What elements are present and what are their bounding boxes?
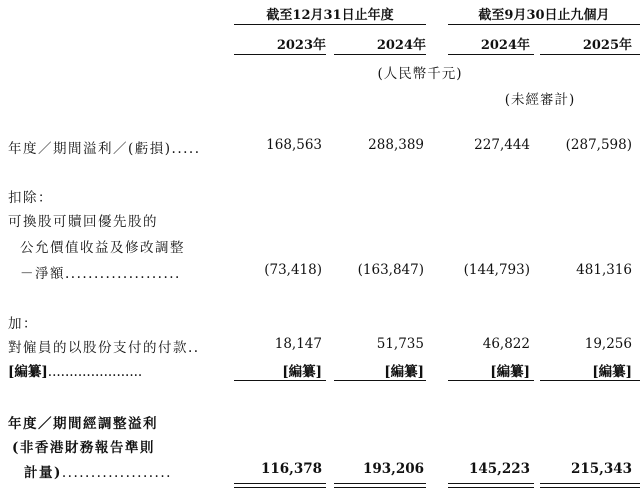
adjusted-2024-9m: 145,223 xyxy=(468,461,530,477)
profit-2024: 288,389 xyxy=(368,137,424,153)
adjusted-label-line3 xyxy=(24,461,172,481)
redacted-label xyxy=(8,360,142,380)
sbc-dots: .. xyxy=(188,340,200,356)
year-header-2024: 2024年 xyxy=(376,38,426,53)
subtotal-rule-2 xyxy=(334,380,426,381)
adjusted-2023: 116,378 xyxy=(260,461,322,477)
redeemable-2023: (73,418) xyxy=(264,262,322,278)
adjusted-2025-9m: 215,343 xyxy=(570,461,632,477)
redeemable-2024: (163,847) xyxy=(357,262,424,278)
redeemable-2024-9m: (144,793) xyxy=(463,262,530,278)
unaudited-note: (未經審計) xyxy=(504,92,576,108)
sbc-2025-9m: 19,256 xyxy=(584,336,632,352)
profit-label-text: 年度／期間溢利／(虧損) xyxy=(8,141,172,157)
adjusted-dots: ................... xyxy=(61,465,172,481)
profit-2023: 168,563 xyxy=(266,137,322,153)
adjusted-2024: 193,206 xyxy=(362,461,424,477)
sbc-label xyxy=(8,336,200,356)
adjusted-line3-text: 計量) xyxy=(24,465,62,481)
redacted-label-text: [編纂] xyxy=(8,364,48,380)
deduct-heading: 扣除： xyxy=(8,190,53,206)
sbc-label-text: 對僱員的以股份支付的付款 xyxy=(8,340,188,356)
year-header-2024-9m: 2024年 xyxy=(480,38,530,53)
profit-2025-9m: (287,598) xyxy=(565,137,632,153)
redacted-2024: [編纂] xyxy=(384,364,424,380)
redeemable-2025-9m: 481,316 xyxy=(576,262,632,278)
sbc-2023: 18,147 xyxy=(274,336,322,352)
profit-label xyxy=(8,137,201,157)
redacted-2025-9m: [編纂] xyxy=(592,364,632,380)
year-rule-3 xyxy=(448,54,534,55)
redacted-2024-9m: [編纂] xyxy=(490,364,530,380)
subtotal-rule-4 xyxy=(540,380,640,381)
add-heading: 加： xyxy=(8,316,38,332)
redeemable-label-line2: 公允價值收益及修改調整 xyxy=(20,240,185,256)
year-rule-1 xyxy=(234,54,326,55)
adjusted-label-line1: 年度／期間經調整溢利 xyxy=(8,416,158,432)
redeemable-line3-text: －淨額 xyxy=(20,266,65,282)
header-year-ended: 截至12月31日止年度 xyxy=(266,8,394,23)
year-header-2023: 2023年 xyxy=(276,38,326,53)
year-rule-4 xyxy=(540,54,640,55)
redeemable-label-line1: 可換股可贖回優先股的 xyxy=(8,214,158,230)
total-double-rule-2 xyxy=(334,483,426,488)
year-rule-2 xyxy=(334,54,426,55)
subtotal-rule-1 xyxy=(234,380,326,381)
header-nine-months: 截至9月30日止九個月 xyxy=(478,8,610,23)
redeemable-dots: .................... xyxy=(65,266,181,282)
unit-note: (人民幣千元) xyxy=(377,66,463,82)
sbc-2024-9m: 46,822 xyxy=(482,336,530,352)
header-group1-rule xyxy=(234,24,426,25)
profit-label-dots: ..... xyxy=(171,141,201,157)
redacted-dots: ...................... xyxy=(47,364,143,380)
header-group2-rule xyxy=(448,24,640,25)
adjusted-label-line2: (非香港財務報告準則 xyxy=(12,440,155,456)
total-double-rule-4 xyxy=(540,483,640,488)
total-double-rule-1 xyxy=(234,483,326,488)
total-double-rule-3 xyxy=(448,483,534,488)
redacted-2023: [編纂] xyxy=(282,364,322,380)
sbc-2024: 51,735 xyxy=(376,336,424,352)
year-header-2025-9m: 2025年 xyxy=(582,38,632,53)
profit-2024-9m: 227,444 xyxy=(474,137,530,153)
subtotal-rule-3 xyxy=(448,380,534,381)
redeemable-label-line3 xyxy=(20,262,181,282)
